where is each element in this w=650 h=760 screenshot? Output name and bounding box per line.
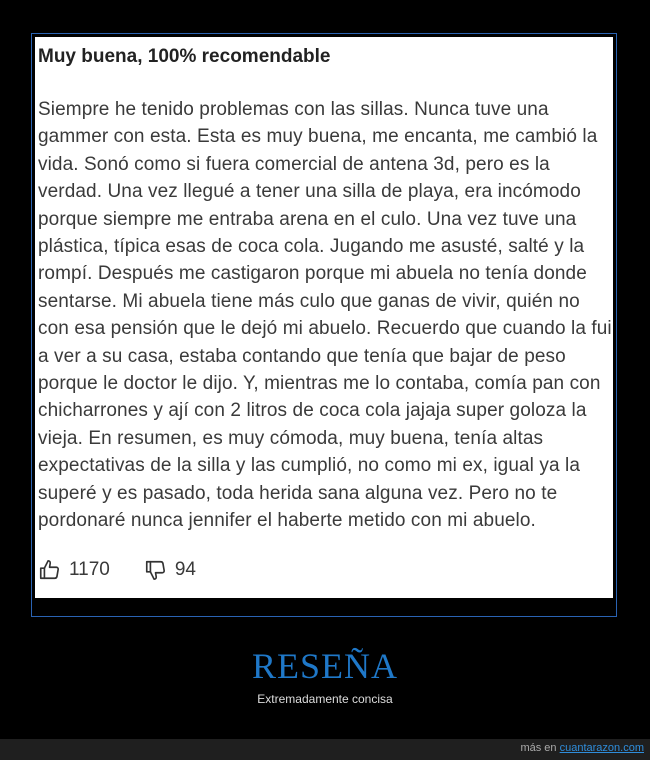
post-title: RESEÑA [251,646,398,686]
site-link[interactable]: cuantarazon.com [559,742,644,754]
post-subtitle: Extremadamente concisa [257,692,393,706]
like-button[interactable] [38,559,110,581]
dislike-count: 94 [174,559,196,580]
review-body: Siempre he tenido problemas con las sillas. Nunca tuve una gammer con esta. Esta es muy buena, me encanta, me cambió la vida. Sonó como si fuera comercial de antena 3d, pero es la verdad. Una vez llegué a tener una silla de playa, era incómodo porque siempre me entraba arena en el culo. Una vez tuve una plástica, típica esas de coca cola. Jugando me asusté, salté y la rompí. Después me castigaron porque mi abuela no tenía donde sentarse. Mi abuela tiene más culo que ganas de vivir, quién no con esa pensión que le dejó mi abuelo. Recuerdo que cuando la fui a ver a su casa, estaba contando que tenía que bajar de peso porque le doctor le dijo. Y, mientras me lo contaba, comía pan con chicharrones y ají con 2 litros de coca cola jajaja super goloza la vieja. En resumen, es muy cómoda, muy buena, tenía altas expectativas de la silla y las cumplió, no como mi ex, igual ya la superé y es pasado, toda herida sana alguna vez. Pero no te pordonaré nunca jennifer el haberte metido con mi abuelo. [38,99,612,532]
footer-prefix: más en [520,742,557,754]
review-card [35,37,613,598]
dislike-button[interactable] [144,559,196,581]
review-title: Muy buena, 100% recomendable [38,46,331,67]
thumbs-up-icon [38,559,60,581]
thumbs-down-icon [144,559,166,581]
post-frame [31,33,617,617]
footer-credit [520,742,644,754]
like-count: 1170 [69,559,110,580]
vote-bar [38,559,230,581]
footer-bar [0,739,650,760]
